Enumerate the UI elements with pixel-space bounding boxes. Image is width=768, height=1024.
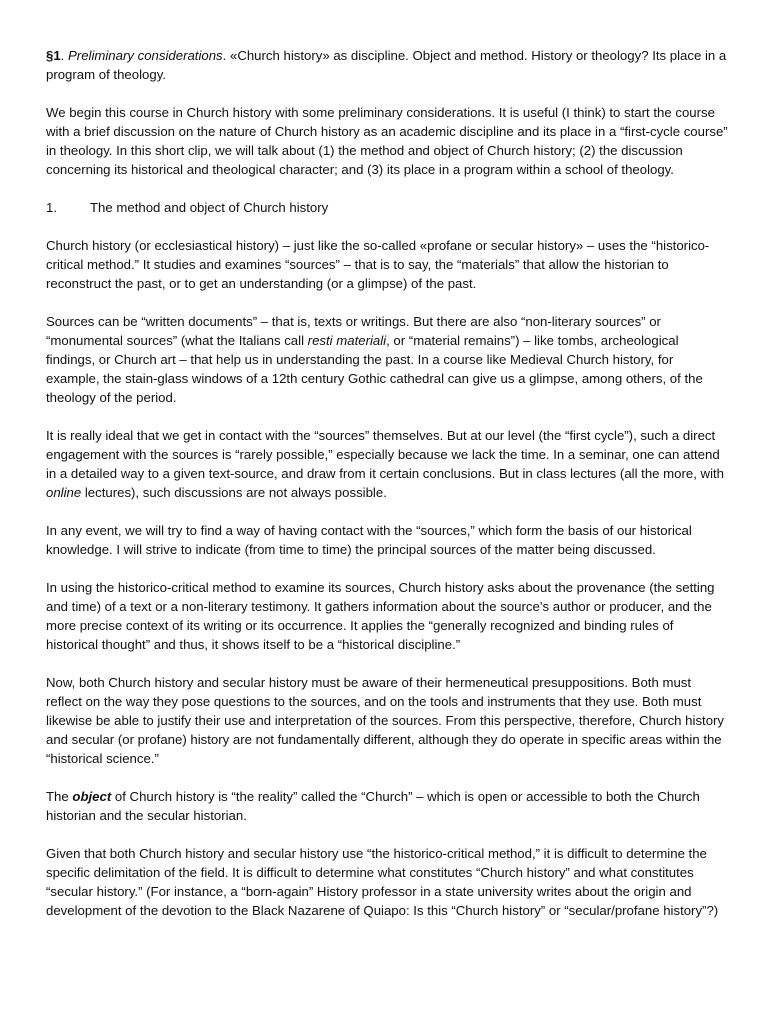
paragraph-contact-part-b: lectures), such discussions are not always possible. — [81, 485, 387, 500]
subsection-number: 1. — [46, 200, 57, 215]
paragraph-hermeneutics: Now, both Church history and secular history must be aware of their hermeneutical presuppositions. Both must reflect on the way they pose questions to the sources, and on the tools and instruments that they use. Both must likewise be able to justify their use and interpretation of the sources. From this perspective, therefore, Church history and secular (or profane) history are not fundamentally different, although they do operate in specific areas within the “historical science.” — [46, 675, 725, 766]
paragraph-sources — [46, 312, 728, 407]
intro-paragraph: We begin this course in Church history with some preliminary considerations. It is useful (I think) to start the course with a brief discussion on the nature of Church history as an academic discipline and its place in a “first-cycle course” in theology. In this short clip, we will talk about (1) the method and object of Church history; (2) the discussion concerning its historical and theological character; and (3) its place in a program within a school of theology. — [46, 105, 728, 177]
paragraph-sources-part-a: Sources can be “written documents” – that is, texts or writings. But there are also “non-literary sources” or “monumental sources” (what the Italians call — [46, 314, 661, 348]
paragraph-sources-part-b: , or “material remains”) – like tombs, archeological findings, or Church art – that help us in understanding the past. In a course like Medieval Church history, for example, the stain-glass windows of a 12th century Gothic cathedral can give us a glimpse, among others, of the theology of the period. — [46, 333, 703, 405]
heading-separator: . — [60, 48, 68, 63]
paragraph-object-part-b: of Church history is “the reality” called the “Church” – which is open or accessible to both the Church historian and the secular historian. — [46, 789, 700, 823]
subsection-heading — [46, 198, 728, 217]
heading-italic-title: Preliminary considerations — [68, 48, 223, 63]
paragraph-method: Church history (or ecclesiastical history) – just like the so-called «profane or secular history» – uses the “historico-critical method.” It studies and examines “sources” – that is to say, the “materials” that allow the historian to reconstruct the past, or to get an understanding (or a glimpse) of the past. — [46, 238, 710, 291]
section-number: §1 — [46, 48, 61, 63]
paragraph-provenance: In using the historico-critical method to examine its sources, Church history asks about the provenance (the setting and time) of a text or a non-literary testimony. It gathers information about the source’s author or producer, and the more precise context of its writing or its occurrence. It applies the “generally recognized and binding rules of historical thought” and thus, it shows itself to be a “historical discipline.” — [46, 580, 715, 652]
paragraph-event: In any event, we will try to find a way of having contact with the “sources,” which form the basis of our historical knowledge. I will strive to indicate (from time to time) the principal sources of the matter being discussed. — [46, 523, 692, 557]
section-heading-paragraph — [46, 46, 728, 84]
paragraph-object-part-a: The — [46, 789, 73, 804]
heading-rest: . «Church history» as discipline. Object and method. History or theology? Its place in a program of theology. — [46, 48, 727, 82]
paragraph-sources-italic: resti materiali — [307, 333, 387, 348]
paragraph-contact-italic: online — [46, 485, 82, 500]
paragraph-contact-part-a: It is really ideal that we get in contact with the “sources” themselves. But at our level (the “first cycle”), such a direct engagement with the sources is “rarely possible,” especially because we lack the time. In a seminar, one can attend in a detailed way to a given text-source, and draw from it certain conclusions. But in class lectures (all the more, with — [46, 428, 725, 481]
paragraph-delimitation: Given that both Church history and secular history use “the historico-critical method,” it is difficult to determine the specific delimitation of the field. It is difficult to determine what constitutes “Church history” and what constitutes “secular history.” (For instance, a “born-again” History professor in a state university writes about the origin and development of the devotion to the Black Nazarene of Quiapo: Is this “Church history” or “secular/profane history”?) — [46, 846, 719, 918]
subsection-title: The method and object of Church history — [90, 200, 329, 215]
paragraph-object — [46, 787, 728, 825]
paragraph-contact — [46, 426, 728, 502]
paragraph-object-bold-italic: object — [72, 789, 112, 804]
